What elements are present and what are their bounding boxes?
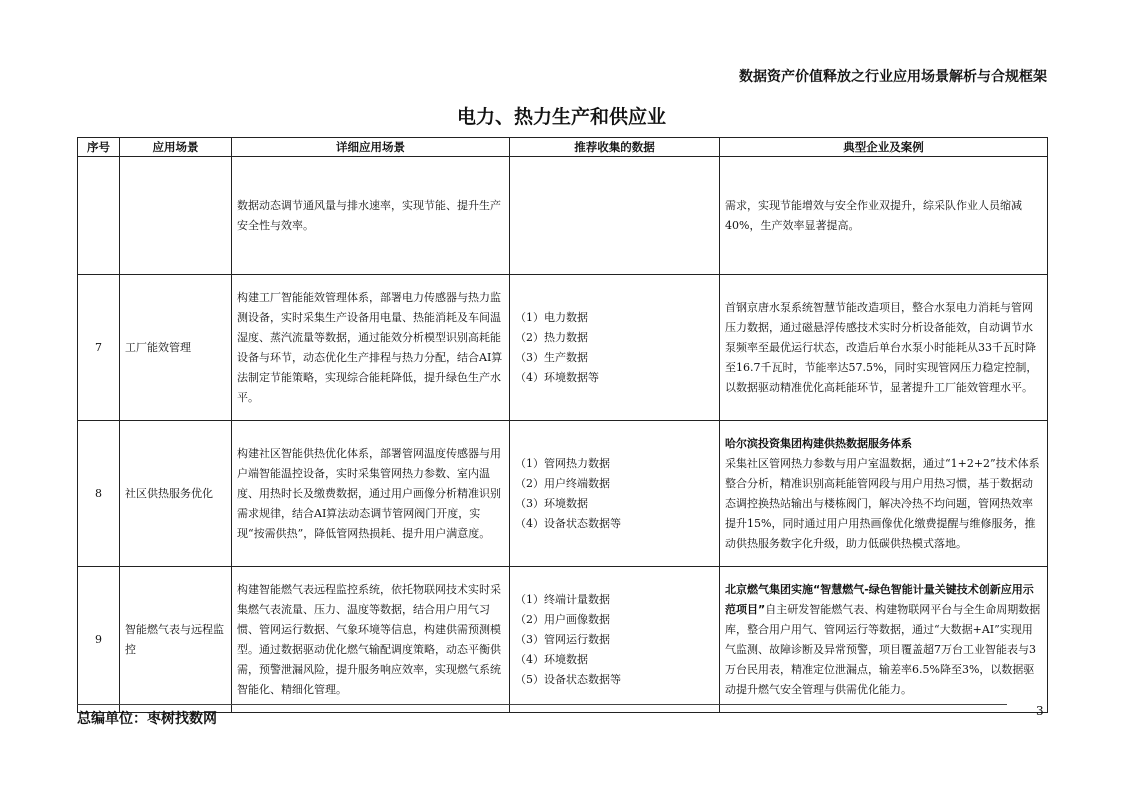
header-scene: 应用场景 — [120, 138, 232, 157]
header-case: 典型企业及案例 — [720, 138, 1048, 157]
row-case — [720, 567, 1048, 713]
table-header-row — [78, 138, 1048, 157]
row-data — [510, 567, 720, 713]
footer-compiler-unit: 总编单位：枣树找数网 — [77, 711, 217, 727]
row-data — [510, 421, 720, 567]
data-item: （3）环境数据 — [515, 496, 588, 510]
row-detail: 数据动态调节通风量与排水速率，实现节能、提升生产安全性与效率。 — [232, 157, 510, 275]
table-row — [78, 567, 1048, 713]
case-body: 需求，实现节能增效与安全作业双提升，综采队作业人员缩减40%，生产效率显著提高。 — [725, 198, 1022, 232]
row-scene: 社区供热服务优化 — [120, 421, 232, 567]
row-no: 8 — [78, 421, 120, 567]
row-detail: 构建社区智能供热优化体系，部署管网温度传感器与用户端智能温控设备，实时采集管网热力参数、室内温度、用热时长及缴费数据，通过用户画像分析精准识别需求规律，结合AI算法动态调节管网阀门开度，实现“按需供热”，降低管网热损耗、提升用户满意度。 — [232, 421, 510, 567]
data-item: （2）用户终端数据 — [515, 476, 610, 490]
case-title: 北京燃气集团实施“智慧燃气-绿色智能计量关键技术创新应用示范项目” — [725, 582, 1034, 616]
row-case — [720, 275, 1048, 421]
data-item: （4）环境数据 — [515, 652, 588, 666]
row-case — [720, 421, 1048, 567]
data-item: （2）热力数据 — [515, 330, 588, 344]
row-no: 9 — [78, 567, 120, 713]
row-no — [78, 157, 120, 275]
table-row — [78, 421, 1048, 567]
data-item: （1）管网热力数据 — [515, 456, 610, 470]
case-title: 哈尔滨投资集团构建供热数据服务体系 — [725, 436, 912, 450]
header-detail: 详细应用场景 — [232, 138, 510, 157]
data-item: （5）设备状态数据等 — [515, 672, 621, 686]
row-data — [510, 275, 720, 421]
header-no: 序号 — [78, 138, 120, 157]
case-body: 首钢京唐水泵系统智慧节能改造项目，整合水泵电力消耗与管网压力数据，通过磁悬浮传感技术实时分析设备能效，自动调节水泵频率至最优运行状态，改造后单台水泵小时能耗从33千瓦时降至16.7千瓦时，节能率达57.5%，同时实现管网压力稳定控制，以数据驱动精准优化高耗能环节，显著提升工厂能效管理水平。 — [725, 300, 1038, 394]
row-scene — [120, 157, 232, 275]
table-row — [78, 157, 1048, 275]
page-title: 电力、热力生产和供应业 — [456, 106, 666, 128]
data-item: （4）环境数据等 — [515, 370, 599, 384]
data-item: （3）生产数据 — [515, 350, 588, 364]
row-data — [510, 157, 720, 275]
row-scene: 工厂能效管理 — [120, 275, 232, 421]
row-scene: 智能燃气表与远程监控 — [120, 567, 232, 713]
row-case — [720, 157, 1048, 275]
data-item: （4）设备状态数据等 — [515, 516, 621, 530]
header-data: 推荐收集的数据 — [510, 138, 720, 157]
row-detail: 构建智能燃气表远程监控系统，依托物联网技术实时采集燃气表流量、压力、温度等数据，结合用户用气习惯、管网运行数据、气象环境等信息，构建供需预测模型。通过数据驱动优化燃气输配调度策略，动态平衡供需，预警泄漏风险，提升服务响应效率，实现燃气系统智能化、精细化管理。 — [232, 567, 510, 713]
data-item: （1）电力数据 — [515, 310, 588, 324]
data-item: （2）用户画像数据 — [515, 612, 610, 626]
case-body: 采集社区管网热力参数与用户室温数据，通过“1+2+2”技术体系整合分析，精准识别高耗能管网段与用户用热习惯，基于数据动态调控换热站输出与楼栋阀门，解决冷热不均问题，管网热效率提升15%，同时通过用户用热画像优化缴费提醒与维修服务，推动供热服务数字化升级，助力低碳供热模式落地。 — [725, 456, 1040, 550]
page-number: 3 — [1036, 704, 1044, 718]
footer-divider — [77, 704, 1007, 705]
row-no: 7 — [78, 275, 120, 421]
row-detail: 构建工厂智能能效管理体系，部署电力传感器与热力监测设备，实时采集生产设备用电量、热能消耗及车间温湿度、蒸汽流量等数据，通过能效分析模型识别高耗能设备与环节，动态优化生产排程与热力分配，结合AI算法制定节能策略，实现综合能耗降低，提升绿色生产水平。 — [232, 275, 510, 421]
case-body: 自主研发智能燃气表、构建物联网平台与全生命周期数据库，整合用户用气、管网运行等数据，通过“大数据+AI”实现用气监测、故障诊断及异常预警，项目覆盖超7万台工业智能表与3万台民用表，精准定位泄漏点，输差率6.5%降至3%，以数据驱动提升燃气安全管理与供需优化能力。 — [725, 602, 1041, 696]
industry-scenario-table — [77, 137, 1048, 713]
table-row — [78, 275, 1048, 421]
data-item: （1）终端计量数据 — [515, 592, 610, 606]
data-item: （3）管网运行数据 — [515, 632, 610, 646]
document-header-title: 数据资产价值释放之行业应用场景解析与合规框架 — [739, 69, 1047, 85]
